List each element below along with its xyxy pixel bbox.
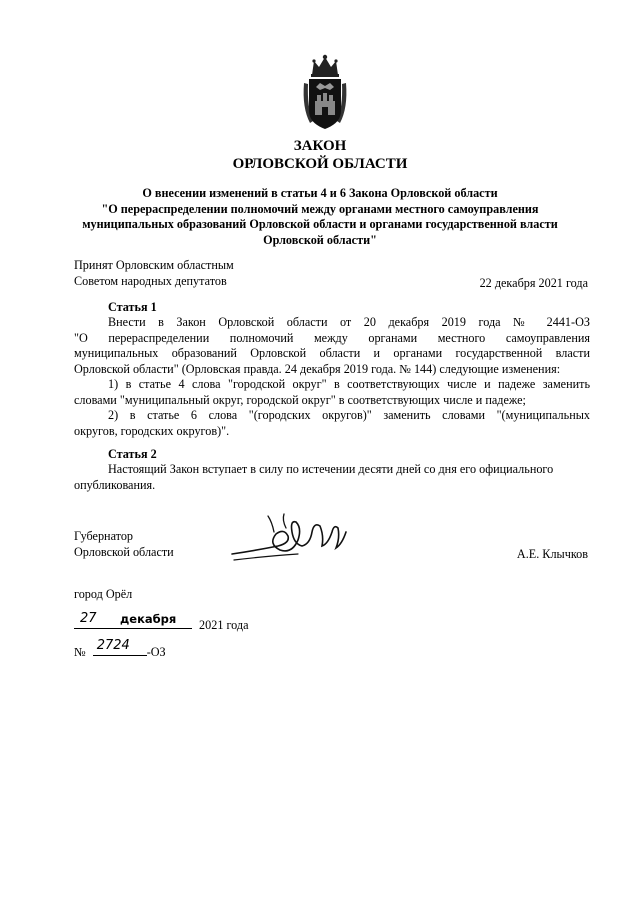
region-title: ОРЛОВСКОЙ ОБЛАСТИ: [232, 156, 408, 172]
adoption-date: 22 декабря 2021 года: [479, 276, 588, 290]
date-day: 27: [80, 611, 97, 626]
date-year: 2021 года: [199, 618, 249, 632]
article-line: Орловской области" (Орловская правда. 24 декабря 2019 года. № 144) следующие изменения:: [74, 361, 561, 376]
date-underline: [74, 611, 192, 629]
law-subtitle: [60, 186, 580, 248]
article-1-heading: Статья 1: [108, 300, 157, 314]
adoption-line: Советом народных депутатов: [74, 274, 227, 288]
number-value: 2724: [96, 638, 130, 653]
subtitle-line: муниципальных образований Орловской области и органами государственной власти: [82, 217, 558, 231]
date-month: декабря: [120, 612, 177, 626]
subtitle-line: Орловской области": [263, 232, 377, 247]
city: город Орёл: [74, 587, 133, 601]
handwritten-signature-icon: [228, 510, 358, 580]
number-suffix: -ОЗ: [146, 645, 166, 659]
article-line: Настоящий Закон вступает в силу по истечении десяти дней со дня его официального: [108, 462, 554, 476]
adoption-line: Принят Орловским областным: [74, 258, 234, 272]
article-2-body: [74, 462, 590, 493]
number-sign: №: [74, 645, 86, 659]
coat-of-arms-icon: [300, 53, 350, 131]
number-underline: [93, 638, 147, 656]
signatory-role: Орловской области: [74, 545, 174, 559]
article-line: округов, городских округов)".: [74, 423, 230, 438]
signatory-name: А.Е. Клычков: [516, 547, 588, 561]
signing-date: [74, 611, 249, 634]
article-line: словами "муниципальный округ, городской округ" в соответствующих числе и падеже;: [74, 392, 526, 407]
article-line: "О перераспределении полномочий между органами местного самоуправления: [74, 330, 590, 345]
article-line: опубликования.: [74, 477, 156, 492]
article-line: Внести в Закон Орловской области от 20 декабря 2019 года № 2441-ОЗ: [108, 315, 590, 329]
article-line: 1) в статье 4 слова "городской округ" в соответствующих числе и падеже заменить: [108, 377, 590, 391]
signatory-role: Губернатор: [74, 529, 134, 543]
subtitle-line: О внесении изменений в статьи 4 и 6 Закона Орловской области: [142, 186, 498, 200]
subtitle-line: "О перераспределении полномочий между органами местного самоуправления: [101, 201, 539, 216]
article-line: муниципальных образований Орловской области и органами государственной власти: [74, 346, 590, 360]
law-title: ЗАКОН: [293, 138, 347, 154]
article-1-body: [74, 315, 590, 439]
law-number: [74, 638, 166, 661]
article-2-heading: Статья 2: [108, 447, 157, 461]
article-line: 2) в статье 6 слова "(городских округов)" заменить словами "(муниципальных: [108, 408, 590, 422]
